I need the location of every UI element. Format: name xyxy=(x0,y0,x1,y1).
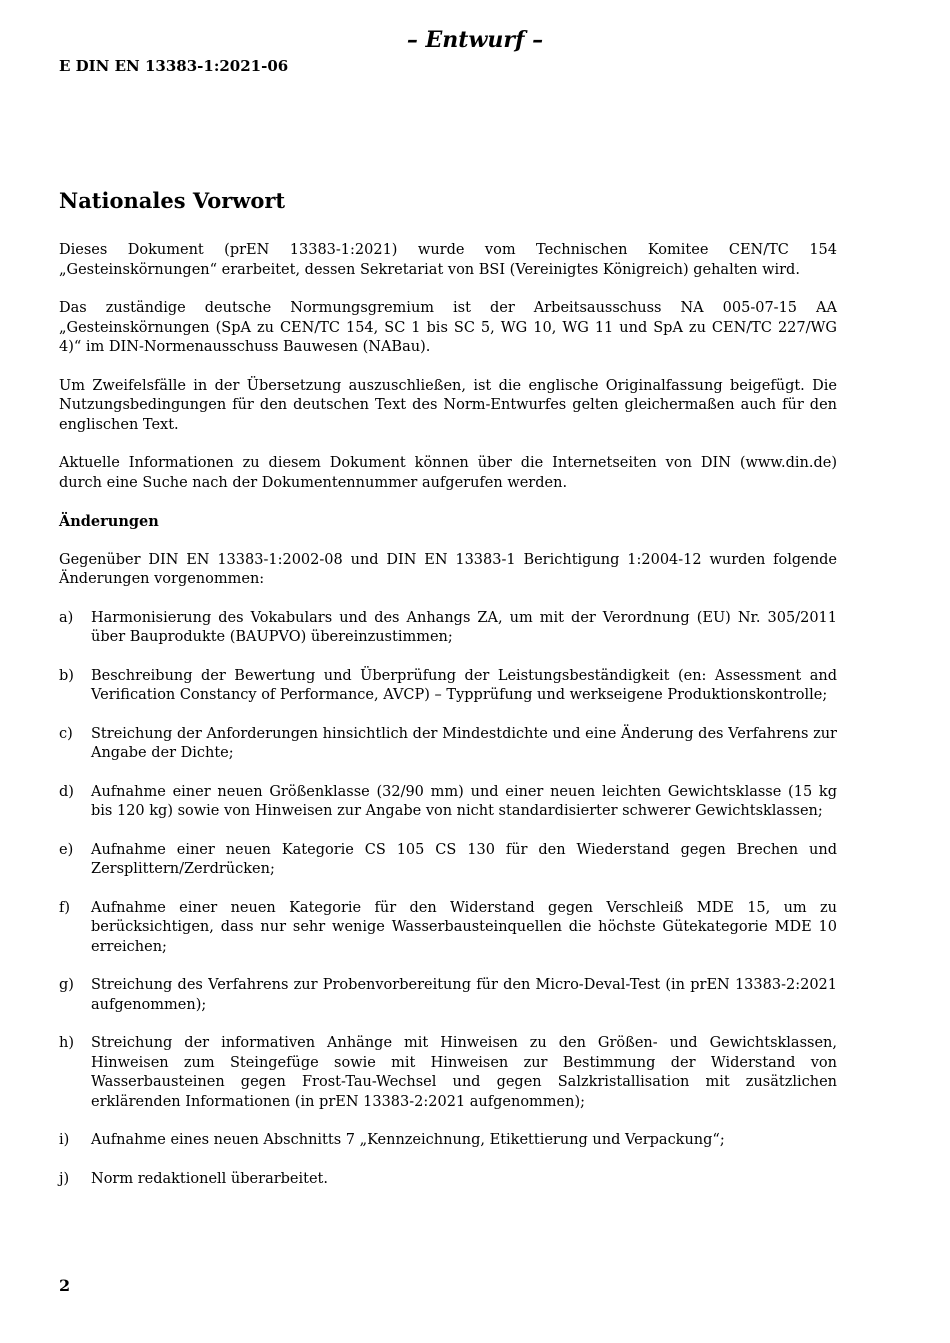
list-item-text: Aufnahme eines neuen Abschnitts 7 „Kennzeichnung, Etikettierung und Verpackung“; xyxy=(91,1132,725,1148)
paragraph-current-info: Aktuelle Informationen zu diesem Dokument können über die Internetseiten von DIN (www.din.de) durch eine Suche nach der Dokumentennummer aufgerufen werden. xyxy=(59,455,837,491)
list-item-marker: g) xyxy=(59,977,74,993)
list-item xyxy=(59,1034,837,1112)
draft-watermark-title: – Entwurf – xyxy=(406,27,544,53)
list-item xyxy=(59,667,837,706)
list-item-marker: d) xyxy=(59,783,74,800)
list-item-text: Aufnahme einer neuen Kategorie für den Widerstand gegen Verschleiß MDE 15, um zu berücksichtigen, dass nur sehr wenige Wasserbausteinquellen die höchste Gütekategorie MDE 10 erreichen; xyxy=(91,899,837,955)
document-id: E DIN EN 13383-1:2021-06 xyxy=(59,57,289,75)
list-item-text: Harmonisierung des Vokabulars und des Anhangs ZA, um mit der Verordnung (EU) Nr. 305/2011 über Bauprodukte (BAUPVO) übereinzustimmen; xyxy=(91,609,837,645)
list-item xyxy=(59,609,837,648)
paragraph-committee: Dieses Dokument (prEN 13383-1:2021) wurde vom Technischen Komitee CEN/TC 154 „Gesteinskörnungen“ erarbeitet, dessen Sekretariat von BSI (Vereinigtes Königreich) gehalten wird. xyxy=(59,242,837,278)
list-item-marker: b) xyxy=(59,667,74,684)
list-item-text: Beschreibung der Bewertung und Überprüfung der Leistungsbeständigkeit (en: Assessment and Verification Constancy of Performance, AVCP) – Typprüfung und werkseigene Produktionskontrolle; xyxy=(91,667,837,703)
list-item-marker: a) xyxy=(59,609,74,626)
list-item xyxy=(59,783,837,822)
list-item xyxy=(59,725,837,764)
section-title: Nationales Vorwort xyxy=(59,188,286,213)
list-item xyxy=(59,899,837,958)
list-item-marker: f) xyxy=(59,899,71,916)
list-item-marker: e) xyxy=(59,841,74,858)
list-item-text: Aufnahme einer neuen Kategorie CS 105 CS 130 für den Wiederstand gegen Brechen und Zersplittern/Zerdrücken; xyxy=(91,841,837,877)
paragraph-translation: Um Zweifelsfälle in der Übersetzung auszuschließen, ist die englische Originalfassung beigefügt. Die Nutzungsbedingungen für den deutschen Text des Norm-Entwurfes gelten gleichermaßen auch für den englischen Text. xyxy=(59,377,837,433)
list-item-marker: i) xyxy=(59,1132,70,1148)
changes-intro: Gegenüber DIN EN 13383-1:2002-08 und DIN EN 13383-1 Berichtigung 1:2004-12 wurden folgende Änderungen vorgenommen: xyxy=(59,551,837,587)
list-item-marker: c) xyxy=(59,725,73,742)
list-item-marker: h) xyxy=(59,1035,74,1051)
page-number: 2 xyxy=(59,1276,71,1295)
list-item-text: Streichung des Verfahrens zur Probenvorbereitung für den Micro-Deval-Test (in prEN 13383-2:2021 aufgenommen); xyxy=(91,977,837,1013)
list-item xyxy=(59,841,837,880)
changes-heading: Änderungen xyxy=(59,513,159,530)
list-item xyxy=(59,976,837,1015)
list-item-text: Streichung der informativen Anhänge mit Hinweisen zu den Größen- und Gewichtsklassen, Hinweisen zum Steingefüge sowie mit Hinweisen zur Bestimmung der Widerstand von Wasserbausteinen gegen Frost-Tau-Wechsel und gegen Salzkristallisation mit zusätzlichen erklärenden Informationen (in prEN 13383-2:2021 aufgenommen); xyxy=(91,1035,837,1110)
list-item-text: Norm redaktionell überarbeitet. xyxy=(91,1170,328,1187)
list-item-text: Aufnahme einer neuen Größenklasse (32/90 mm) und einer neuen leichten Gewichtsklasse (15 kg bis 120 kg) sowie von Hinweisen zur Angabe von nicht standardisierter schwerer Gewichtsklassen; xyxy=(91,783,837,819)
list-item-marker: j) xyxy=(59,1170,70,1187)
document-body xyxy=(59,187,837,1208)
list-item-text: Streichung der Anforderungen hinsichtlich der Mindestdichte und eine Änderung des Verfahrens zur Angabe der Dichte; xyxy=(91,725,837,761)
changes-list xyxy=(59,609,837,1190)
list-item xyxy=(59,1131,837,1151)
list-item xyxy=(59,1170,837,1190)
paragraph-standards-body: Das zuständige deutsche Normungsgremium ist der Arbeitsausschuss NA 005-07-15 AA „Gesteinskörnungen (SpA zu CEN/TC 154, SC 1 bis SC 5, WG 10, WG 11 und SpA zu CEN/TC 227/WG 4)“ im DIN-Normenausschuss Bauwesen (NABau). xyxy=(59,300,837,355)
